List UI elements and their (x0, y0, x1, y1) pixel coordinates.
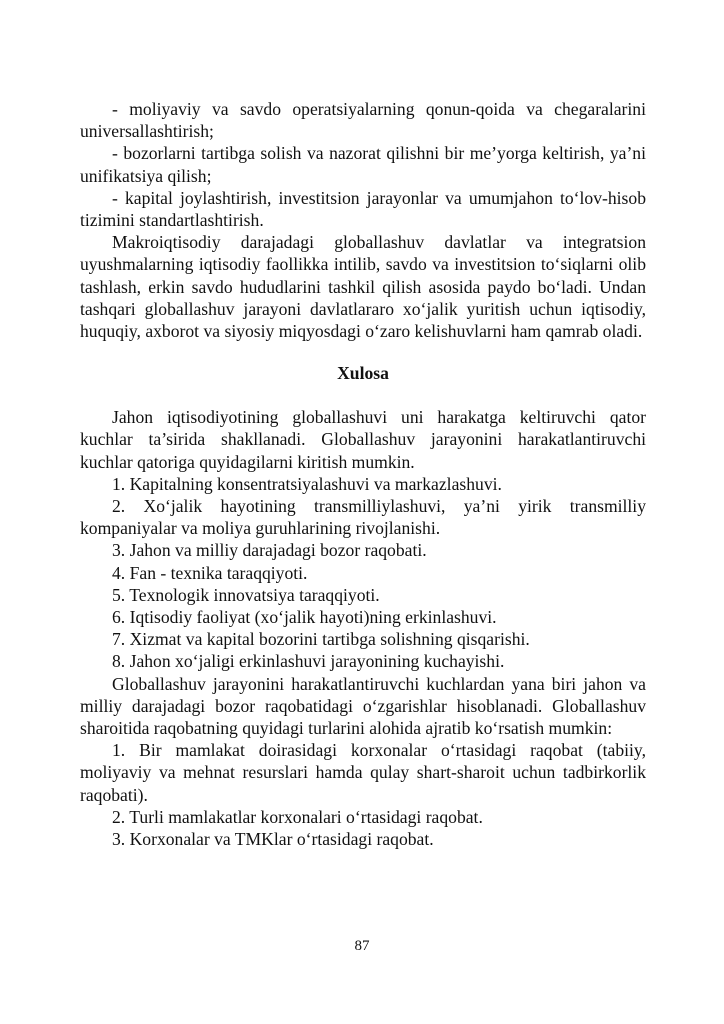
numbered-item-6: 6. Iqtisodiy faoliyat (xo‘jalik hayoti)ning erkinlashuvi. (112, 607, 497, 628)
paragraph-list-item-1: - moliyaviy va savdo operatsiyalarning qonun-qoida va chegaralarini universallashtirish; (80, 99, 646, 142)
numbered-item-8: 8. Jahon xo‘jaligi erkinlashuvi jarayonining kuchayishi. (112, 651, 505, 672)
paragraph-macro-globalization: Makroiqtisodiy darajadagi globallashuv davlatlar va integratsion uyushmalarning iqtisodiy faollikka intilib, savdo va investitsion to‘siqlarni olib tashlash, erkin savdo hududlarini tashkil qilish asosida paydo bo‘ladi. Undan tashqari globallashuv jarayoni davlatlararo xo‘jalik yuritish uchun iqtisodiy, huquqiy, axborot va siyosiy miqyosdagi o‘zaro kelishuvlarni ham qamrab oladi. (80, 232, 646, 342)
numbered-item-4: 4. Fan - texnika taraqqiyoti. (112, 562, 308, 583)
competition-item-2: 2. Turli mamlakatlar korxonalari o‘rtasidagi raqobat. (112, 806, 483, 827)
numbered-item-5: 5. Texnologik innovatsiya taraqqiyoti. (112, 584, 380, 605)
page-number: 87 (354, 938, 370, 954)
numbered-item-1: 1. Kapitalning konsentratsiyalashuvi va markazlashuvi. (112, 473, 502, 494)
paragraph-list-item-3: - kapital joylashtirish, investitsion jarayonlar va umumjahon to‘lov-hisob tizimini standartlashtirish. (80, 187, 646, 231)
competition-item-1: 1. Bir mamlakat doirasidagi korxonalar o‘rtasidagi raqobat (tabiiy, moliyaviy va mehnat resurslari hamda qulay shart-sharoit uchun tadbirkorlik raqobati). (80, 740, 646, 805)
numbered-item-2: 2. Xo‘jalik hayotining transmilliylashuvi, ya’ni yirik transmilliy kompaniyalar va moliya guruhlarining rivojlanishi. (80, 496, 646, 539)
competition-item-3: 3. Korxonalar va TMKlar o‘rtasidagi raqobat. (112, 829, 434, 850)
page-body (80, 98, 646, 850)
paragraph-competition-intro: Globallashuv jarayonini harakatlantiruvchi kuchlardan yana biri jahon va milliy darajadagi bozor raqobatidagi o‘zgarishlar hisoblanadi. Globallashuv sharoitida raqobatning quyidagi turlarini alohida ajratib ko‘rsatish mumkin: (80, 673, 646, 739)
paragraph-list-item-2: - bozorlarni tartibga solish va nazorat qilishni bir me’yorga keltirish, ya’ni unifikatsiya qilish; (80, 143, 646, 186)
section-heading: Xulosa (337, 363, 389, 384)
numbered-item-3: 3. Jahon va milliy darajadagi bozor raqobati. (112, 540, 427, 561)
paragraph-conclusion-intro: Jahon iqtisodiyotining globallashuvi uni harakatga keltiruvchi qator kuchlar ta’sirida shakllanadi. Globallashuv jarayonini harakatlantiruvchi kuchlar qatoriga quyidagilarni kiritish mumkin. (80, 407, 646, 472)
numbered-item-7: 7. Xizmat va kapital bozorini tartibga solishning qisqarishi. (112, 629, 530, 650)
